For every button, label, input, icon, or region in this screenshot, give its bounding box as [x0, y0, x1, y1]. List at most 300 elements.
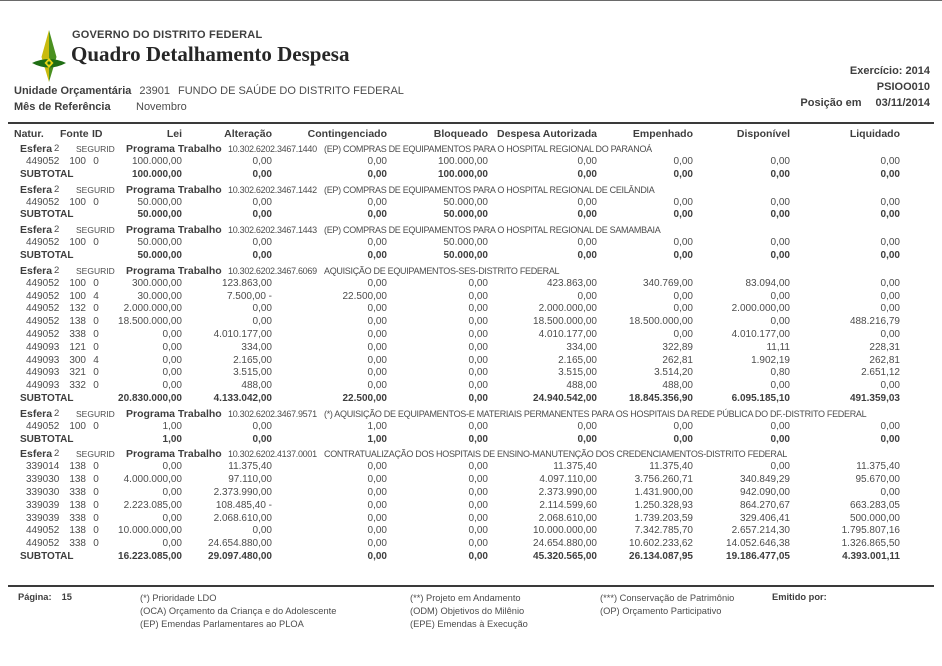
esfera-regime: SEGURID: [76, 144, 115, 154]
cell: 864.270,67: [739, 499, 790, 511]
cell: 0,00: [673, 303, 693, 315]
cell: 0,00: [162, 538, 182, 550]
cell: 20.830.000,00: [118, 392, 182, 404]
cell: 0,00: [468, 303, 488, 315]
cell: 50.000,00: [137, 249, 182, 261]
position-date-label: Posição em: [800, 97, 862, 109]
cell: 0,00: [468, 367, 488, 379]
table-row: [14, 421, 910, 434]
cell: 1,00: [162, 433, 182, 445]
cell: 50.000,00: [443, 237, 488, 249]
cell: 0,00: [468, 328, 488, 340]
cell: 0,00: [880, 249, 900, 261]
cell: 0,00: [770, 420, 790, 432]
cell: 0,00: [252, 156, 272, 167]
cell: 2.373.990,00: [538, 486, 597, 498]
cell: 0,00: [577, 433, 597, 445]
esfera-regime: SEGURID: [76, 408, 115, 419]
cell: 0,00: [468, 277, 488, 289]
cell: 0,00: [367, 277, 387, 289]
cell: 0,00: [252, 196, 272, 208]
cell: 340.849,29: [739, 474, 790, 486]
cell: 449052: [26, 237, 60, 249]
cell: 2.651,12: [861, 367, 900, 379]
table-row: [14, 474, 910, 487]
bottom-rule: [8, 585, 934, 587]
esfera-label: Esfera: [20, 183, 53, 196]
cell: 0,00: [673, 249, 693, 261]
cell: 138: [69, 316, 86, 328]
cell: 100: [69, 196, 86, 208]
cell: 0,00: [367, 486, 387, 498]
cell: 3.756.260,71: [634, 474, 693, 486]
programa-trabalho-desc: (EP) COMPRAS DE EQUIPAMENTOS PARA O HOSPITAL REGIONAL DE SAMAMBAIA: [324, 225, 661, 236]
cell: 0: [93, 420, 99, 432]
col-fonte: Fonte: [60, 128, 89, 140]
cell: 0,00: [880, 420, 900, 432]
cell: 0,00: [468, 380, 488, 392]
cell: 334,00: [241, 341, 272, 353]
cell: 0,00: [880, 380, 900, 392]
cell: 0,00: [577, 156, 597, 167]
cell: 10.000.000,00: [118, 525, 182, 537]
table-row: [14, 197, 910, 210]
cell: 449052: [26, 277, 60, 289]
cell: 0: [93, 461, 99, 473]
cell: 0,00: [577, 168, 597, 180]
cell: 0,00: [367, 525, 387, 537]
table-row: [14, 316, 910, 329]
cell: 449052: [26, 290, 60, 302]
cell: 339039: [26, 499, 60, 511]
cell: 449052: [26, 420, 60, 432]
cell: 449093: [26, 380, 60, 392]
cell: 322,89: [662, 341, 693, 353]
cell: 50.000,00: [443, 249, 488, 261]
col-alteracao: Alteração: [224, 128, 272, 140]
cell: 18.845.356,90: [629, 392, 693, 404]
cell: 332: [69, 380, 86, 392]
cell: 22.500,00: [342, 290, 387, 302]
table-row: [14, 237, 910, 250]
cell: 4: [93, 354, 99, 366]
reference-month: [14, 101, 187, 113]
programa-trabalho-code: 10.302.6202.3467.6069: [228, 265, 317, 276]
cell: 1.902,19: [751, 354, 790, 366]
cell: 1,00: [367, 433, 387, 445]
esfera-value: 2: [54, 143, 60, 154]
budget-unit: [14, 85, 404, 97]
cell: 2.223.085,00: [123, 499, 182, 511]
cell: 0,00: [577, 420, 597, 432]
cell: 449093: [26, 354, 60, 366]
cell: 0: [93, 156, 99, 167]
cell: 491.359,03: [849, 392, 900, 404]
esfera-value: 2: [54, 407, 60, 419]
cell: 0: [93, 538, 99, 550]
esfera-row: [14, 448, 910, 460]
table-row: [14, 303, 910, 316]
cell: 18.500.000,00: [629, 316, 693, 328]
cell: 488,00: [566, 380, 597, 392]
cell: 24.654.880,00: [208, 538, 272, 550]
cell: 2.165,00: [558, 354, 597, 366]
cell: 97.110,00: [228, 474, 272, 486]
cell: 22.500,00: [342, 392, 387, 404]
cell: 2.068.610,00: [213, 512, 272, 524]
cell: 26.134.087,95: [629, 550, 693, 562]
cell: 449052: [26, 303, 60, 315]
cell: 0,00: [367, 156, 387, 167]
cell: 449052: [26, 316, 60, 328]
cell: 0,00: [252, 433, 272, 445]
cell: 449093: [26, 341, 60, 353]
esfera-regime: SEGURID: [76, 184, 115, 195]
cell: 11.375,40: [856, 461, 900, 473]
programa-trabalho-desc: (*) AQUISIÇÃO DE EQUIPAMENTOS-E MATERIAIS PERMANENTES PARA OS HOSPITAIS DA REDE PÚBLICA DO DF.-DISTRITO FEDERAL: [324, 408, 867, 419]
table-row: [14, 367, 910, 380]
subtotal-row: [14, 169, 910, 182]
legend-item: (*) Prioridade LDO: [140, 593, 217, 603]
cell: 423.863,00: [546, 277, 597, 289]
subtotal-label: SUBTOTAL: [20, 249, 74, 261]
cell: 50.000,00: [137, 196, 182, 208]
cell: 0,00: [162, 461, 182, 473]
cell: 0,00: [252, 303, 272, 315]
col-contingenciado: Contingenciado: [307, 128, 387, 140]
cell: 4.010.177,00: [731, 328, 790, 340]
cell: 83.094,00: [745, 277, 790, 289]
cell: 0,00: [770, 209, 790, 221]
cell: 50.000,00: [137, 237, 182, 249]
cell: 50.000,00: [443, 209, 488, 221]
cell: 123.863,00: [221, 277, 272, 289]
cell: 0,00: [252, 237, 272, 249]
table-row: [14, 329, 910, 342]
programa-trabalho-code: 10.302.6202.3467.9571: [228, 408, 317, 419]
cell: 1.739.203,59: [634, 512, 693, 524]
cell: 0,00: [880, 209, 900, 221]
legend-item: (ODM) Objetivos do Milênio: [410, 606, 525, 616]
cell: 0,00: [367, 461, 387, 473]
cell: 100.000,00: [437, 156, 488, 167]
cell: 340.769,00: [642, 277, 693, 289]
cell: 4: [93, 290, 99, 302]
cell: 449052: [26, 525, 60, 537]
cell: 3.515,00: [233, 367, 272, 379]
col-natur: Natur.: [14, 128, 44, 140]
cell: 0: [93, 486, 99, 498]
cell: 0,00: [252, 249, 272, 261]
cell: 449052: [26, 328, 60, 340]
cell: 138: [69, 461, 86, 473]
cell: 45.320.565,00: [533, 550, 597, 562]
cell: 0,00: [162, 328, 182, 340]
cell: 0,00: [367, 499, 387, 511]
programa-trabalho-desc: AQUISIÇÃO DE EQUIPAMENTOS-SES-DISTRITO FEDERAL: [324, 265, 560, 276]
cell: 10.602.233,62: [629, 538, 693, 550]
esfera-regime: SEGURID: [76, 225, 115, 236]
cell: 0,00: [468, 499, 488, 511]
cell: 0,00: [673, 196, 693, 208]
cell: 1,00: [162, 420, 182, 432]
cell: 0,00: [673, 328, 693, 340]
cell: 0: [93, 303, 99, 315]
cell: 0: [93, 237, 99, 249]
cell: 0,00: [468, 316, 488, 328]
cell: 449093: [26, 367, 60, 379]
cell: 0,00: [367, 341, 387, 353]
legend-item: (EP) Emendas Parlamentares ao PLOA: [140, 619, 304, 629]
cell: 0,00: [880, 196, 900, 208]
cell: 138: [69, 499, 86, 511]
cell: 338: [69, 486, 86, 498]
table-row: [14, 380, 910, 393]
esfera-regime: SEGURID: [76, 265, 115, 276]
expense-table: [14, 127, 910, 564]
cell: 19.186.477,05: [726, 550, 790, 562]
cell: 0,00: [577, 196, 597, 208]
cell: 338: [69, 512, 86, 524]
cell: 0,00: [770, 196, 790, 208]
table-row: [14, 291, 910, 304]
cell: 1.431.900,00: [634, 486, 693, 498]
cell: 0,00: [673, 237, 693, 249]
cell: 0,00: [162, 380, 182, 392]
cell: 0,00: [468, 341, 488, 353]
cell: 0,00: [162, 486, 182, 498]
cell: 0,00: [252, 420, 272, 432]
cell: 2.068.610,00: [538, 512, 597, 524]
cell: 0,00: [367, 303, 387, 315]
cell: 0,00: [367, 367, 387, 379]
cell: 1.326.865,50: [841, 538, 900, 550]
cell: 0,00: [770, 290, 790, 302]
cell: 300.000,00: [131, 277, 182, 289]
budget-unit-name: FUNDO DE SAÚDE DO DISTRITO FEDERAL: [177, 85, 404, 97]
table-row: [14, 278, 910, 291]
gdf-coat-of-arms-logo: [30, 29, 68, 88]
cell: 2.165,00: [233, 354, 272, 366]
cell: 0,00: [162, 354, 182, 366]
cell: 100.000,00: [131, 156, 182, 167]
esfera-label: Esfera: [20, 407, 53, 420]
cell: 0,00: [577, 290, 597, 302]
cell: 0,00: [468, 433, 488, 445]
page-number: [18, 592, 72, 602]
esfera-value: 2: [54, 183, 60, 195]
programa-trabalho-label: Programa Trabalho: [126, 407, 222, 420]
cell: 4.393.001,11: [842, 550, 900, 562]
cell: 100: [69, 237, 86, 249]
subtotal-label: SUBTOTAL: [20, 168, 74, 180]
cell: 95.670,00: [855, 474, 900, 486]
cell: 0,00: [880, 168, 900, 180]
cell: 100.000,00: [131, 168, 182, 180]
esfera-row: [14, 143, 910, 155]
subtotal-row: [14, 551, 910, 564]
subtotal-row: [14, 393, 910, 406]
cell: 0,00: [367, 168, 387, 180]
cell: 100: [69, 156, 86, 167]
cell: 338: [69, 328, 86, 340]
cell: 0,00: [468, 290, 488, 302]
legend-column-3: [600, 592, 734, 618]
cell: 4.097.110,00: [539, 474, 597, 486]
cell: 14.052.646,38: [726, 538, 790, 550]
cell: 0: [93, 316, 99, 328]
subtotal-row: [14, 250, 910, 263]
cell: 0,00: [880, 303, 900, 315]
programa-trabalho-label: Programa Trabalho: [126, 264, 222, 277]
subtotal-label: SUBTOTAL: [20, 433, 74, 445]
cell: 3.515,00: [558, 367, 597, 379]
programa-trabalho-label: Programa Trabalho: [126, 224, 222, 237]
esfera-value: 2: [54, 224, 60, 236]
cell: 500.000,00: [849, 512, 900, 524]
cell: 0,00: [252, 316, 272, 328]
cell: 2.000.000,00: [123, 303, 182, 315]
cell: 4.010.177,00: [213, 328, 272, 340]
programa-trabalho-label: Programa Trabalho: [126, 183, 222, 196]
cell: 0,00: [367, 538, 387, 550]
cell: 16.223.085,00: [118, 550, 182, 562]
cell: 0,00: [673, 290, 693, 302]
cell: 0,00: [367, 209, 387, 221]
cell: 0,00: [577, 249, 597, 261]
cell: 100.000,00: [437, 168, 488, 180]
cell: 0,00: [468, 550, 488, 562]
cell: 0,00: [880, 237, 900, 249]
cell: 100: [69, 420, 86, 432]
programa-trabalho-desc: (EP) COMPRAS DE EQUIPAMENTOS PARA O HOSPITAL REGIONAL DE CEILÂNDIA: [324, 184, 655, 195]
esfera-row: [14, 265, 910, 277]
government-name: GOVERNO DO DISTRITO FEDERAL: [72, 29, 263, 41]
legend-item: (**) Projeto em Andamento: [410, 593, 521, 603]
table-row: [14, 525, 910, 538]
cell: 2.114.599,60: [539, 499, 597, 511]
cell: 449052: [26, 156, 60, 167]
table-row: [14, 342, 910, 355]
table-row: [14, 513, 910, 526]
cell: 0,00: [468, 474, 488, 486]
cell: 4.133.042,00: [213, 392, 272, 404]
col-bloqueado: Bloqueado: [433, 128, 488, 140]
cell: 4.010.177,00: [538, 328, 597, 340]
cell: 488,00: [241, 380, 272, 392]
cell: 11.375,40: [228, 461, 272, 473]
cell: 339014: [26, 461, 60, 473]
legend-column-2: [410, 592, 528, 631]
cell: 321: [69, 367, 86, 379]
cell: 0: [93, 512, 99, 524]
esfera-label: Esfera: [20, 224, 53, 237]
cell: 338: [69, 538, 86, 550]
cell: 0,00: [468, 486, 488, 498]
cell: 0,00: [880, 486, 900, 498]
cell: 449052: [26, 196, 60, 208]
cell: 30.000,00: [137, 290, 182, 302]
cell: 0,00: [880, 290, 900, 302]
cell: 4.000.000,00: [123, 474, 182, 486]
table-row: [14, 487, 910, 500]
esfera-label: Esfera: [20, 448, 53, 461]
programa-trabalho-code: 10.302.6202.3467.1440: [228, 144, 317, 154]
cell: 132: [69, 303, 86, 315]
cell: 2.657.214,30: [731, 525, 790, 537]
cell: 0,00: [673, 420, 693, 432]
cell: 24.940.542,00: [533, 392, 597, 404]
cell: 0,00: [162, 341, 182, 353]
report-table-body: [14, 143, 910, 564]
cell: 1.250.328,93: [634, 499, 693, 511]
cell: 0,00: [367, 328, 387, 340]
cell: 0: [93, 380, 99, 392]
cell: 0,80: [770, 367, 790, 379]
programa-trabalho-label: Programa Trabalho: [126, 448, 222, 461]
esfera-label: Esfera: [20, 264, 53, 277]
cell: 228,31: [869, 341, 900, 353]
cell: 1,00: [367, 420, 387, 432]
esfera-label: Esfera: [20, 143, 53, 155]
cell: 0: [93, 196, 99, 208]
position-date: [800, 97, 930, 109]
legend-item: (***) Conservação de Patrimônio: [600, 593, 735, 603]
cell: 100: [69, 290, 86, 302]
cell: 2.373.990,00: [213, 486, 272, 498]
cell: 50.000,00: [137, 209, 182, 221]
emitted-by-label: Emitido por:: [772, 592, 827, 602]
cell: 0,00: [367, 249, 387, 261]
cell: 100: [69, 277, 86, 289]
cell: 11.375,40: [553, 461, 597, 473]
cell: 0,00: [770, 249, 790, 261]
cell: 7.342.785,70: [634, 525, 693, 537]
cell: 488.216,79: [849, 316, 900, 328]
cell: 29.097.480,00: [208, 550, 272, 562]
position-date-value: 03/11/2014: [875, 97, 930, 109]
cell: 0: [93, 525, 99, 537]
cell: 11,11: [766, 341, 790, 353]
programa-trabalho-label: Programa Trabalho: [126, 143, 222, 155]
cell: 6.095.185,10: [731, 392, 790, 404]
programa-trabalho-code: 10.302.6202.4137.0001: [228, 449, 317, 460]
cell: 24.654.880,00: [533, 538, 597, 550]
cell: 0,00: [468, 392, 488, 404]
cell: 0,00: [770, 461, 790, 473]
cell: 138: [69, 474, 86, 486]
cell: 0,00: [673, 209, 693, 221]
esfera-row: [14, 408, 910, 420]
report-title: Quadro Detalhamento Despesa: [71, 42, 350, 66]
cell: 449052: [26, 538, 60, 550]
cell: 2.000.000,00: [731, 303, 790, 315]
cell: 300: [69, 354, 86, 366]
cell: 18.500.000,00: [118, 316, 182, 328]
cell: 0,00: [673, 156, 693, 167]
cell: 0,00: [367, 474, 387, 486]
table-header-row: [14, 127, 910, 141]
cell: 0,00: [770, 237, 790, 249]
subtotal-label: SUBTOTAL: [20, 550, 74, 562]
cell: 942.090,00: [739, 486, 790, 498]
cell: 1.795.807,16: [841, 525, 900, 537]
cell: 0,00: [880, 328, 900, 340]
cell: 0: [93, 474, 99, 486]
col-despesa-autorizada: Despesa Autorizada: [497, 128, 597, 140]
cell: 10.000.000,00: [533, 525, 597, 537]
cell: 334,00: [566, 341, 597, 353]
